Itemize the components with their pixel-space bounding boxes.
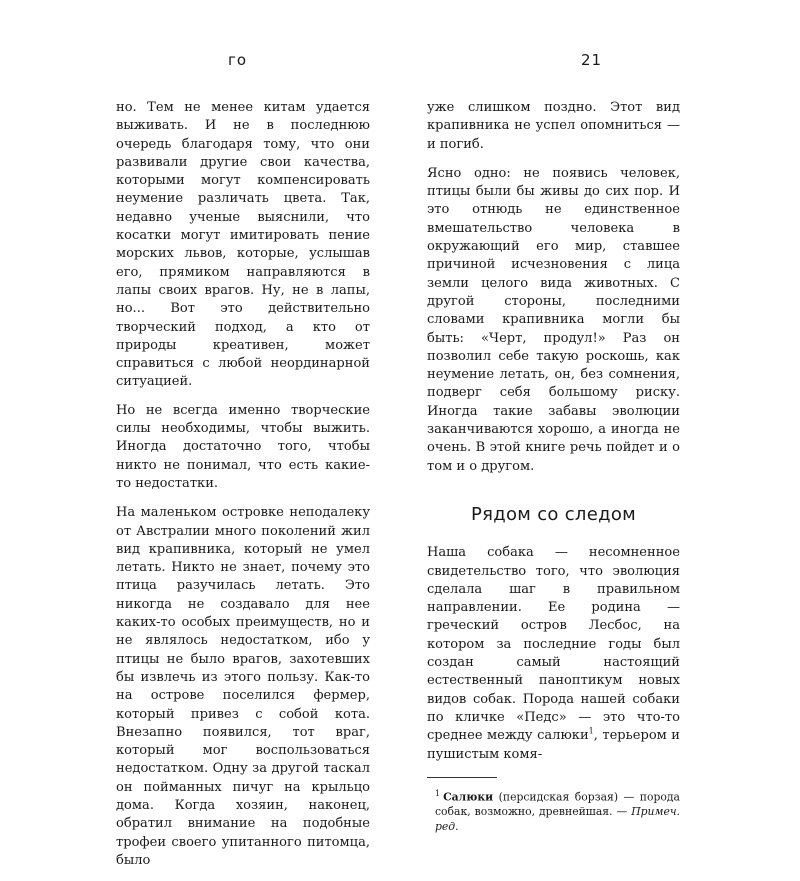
paragraph: На маленьком островке неподалеку от Австралии много поколений жил вид крапивника, который не умел летать. Никто не знает, почему это птица разучилась летать. Это никогда не создавало для нее каких-то особых преимуществ, но и не являлось недостатком, ибо у птицы не было врагов, захотевших бы извлечь из этого пользу. Как-то на острове поселился фермер, который привез с собой кота. Внезапно появился, тот враг, который мог воспользоваться недостатком. Одну за другой таскал он пойманных пичуг на крыльцо дома. Когда хозяин, наконец, обратил внимание на подобные трофеи своего упитанного питомца, было [116,505,370,868]
paragraph [427,544,680,764]
right-page [400,0,800,834]
footnote-note: Примеч. ред. [435,805,680,834]
page-body [427,99,680,834]
page-body [116,99,370,881]
paragraph: Но не всегда именно творческие силы необходимы, чтобы выжить. Иногда достаточно того, чтобы никто не понимал, что есть какие-то недостатки. [116,402,370,491]
footnote-number: 1 [435,788,441,798]
page-number: го [228,51,248,69]
left-page [0,0,400,868]
footnote-divider [427,777,497,778]
footnote-term: Салюки [443,790,494,804]
section-heading: Рядом со следом [470,503,637,525]
footnote [427,786,680,835]
footnote-body: (персидская борзая) — порода собак, возможно, древнейшая. — [435,790,680,819]
paragraph-text: , терьером и пушистым комя- [427,728,680,762]
paragraph: уже слишком поздно. Этот вид крапивника не успел опомниться — и погиб. [427,100,680,152]
paragraph: Ясно одно: не появись человек, птицы были бы живы до сих пор. И это отнюдь не единственное вмешательство человека в окружающий его мир, ставшее причиной исчезновения с лица земли целого вида животных. С другой стороны, последними словами крапивника могли бы быть: «Черт, продул!» Раз он позволил себе такую роскошь, как неумение летать, он, без сомнения, подверг себя большому риску. Иногда такие забавы эволюции заканчиваются хорошо, а иногда не очень. В этой книге речь пойдет и о том и о другом. [427,165,680,474]
paragraph: но. Тем не менее китам удается выживать. И не в последнюю очередь благодаря тому, что они развивали другие свои качества, которыми могут компенсировать неумение различать цвета. Так, недавно ученые выяснили, что косатки могут имитировать пение морских львов, которые, услышав его, прямиком направляются в лапы своих врагов. Ну, не в лапы, но... Вот это действительно творческий подход, а кто от природы креативен, может справиться с любой неординарной ситуацией. [116,100,370,390]
paragraph-text: Наша собака — несомненное свидетельство того, что эволюция сделала шаг в правильном направлении. Ее родина — греческий остров Лесбос, на котором за последние годы был создан самый настоящий естественный паноптикум новых видов собак. Порода нашей собаки по кличке «Педс» — это что-то среднее между салюки [427,545,680,744]
page-number: 21 [581,51,603,69]
footnote-reference: 1 [588,726,594,736]
